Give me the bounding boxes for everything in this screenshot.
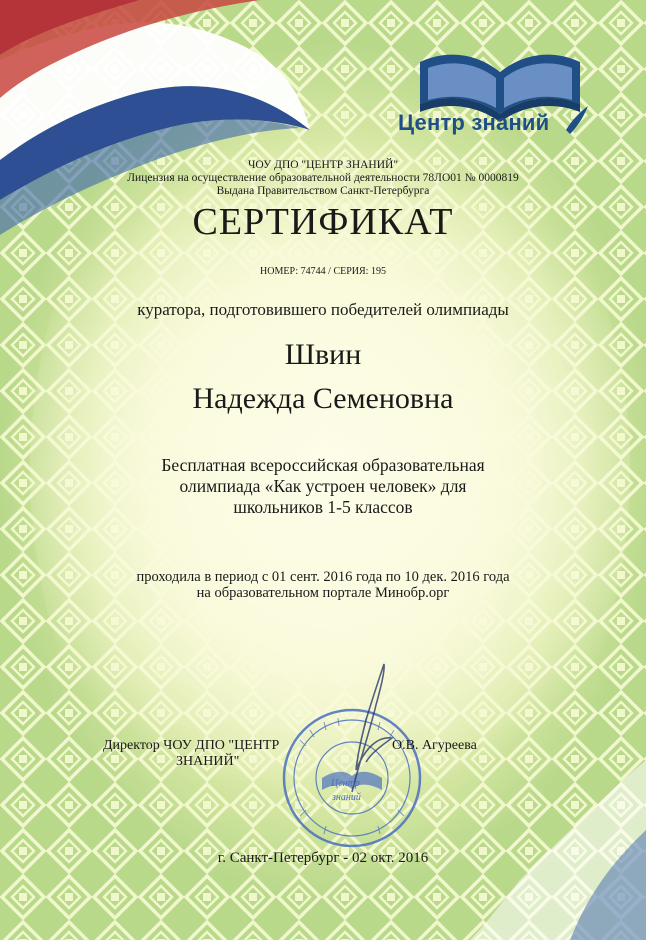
recipient-role: куратора, подготовившего победителей олимпиады [137, 300, 509, 319]
stamp-text-2: знаний [332, 792, 361, 803]
logo-text: Центр знаний [398, 110, 550, 135]
certificate-title: СЕРТИФИКАТ [192, 201, 454, 243]
director-title-line-2: ЗНАНИЙ" [176, 754, 240, 769]
stamp-text-1: Центр [331, 778, 360, 789]
olympiad-line-2: олимпиада «Как устроен человек» для [179, 476, 467, 496]
olympiad-line-1: Бесплатная всероссийская образовательная [161, 455, 485, 475]
recipient-given-names: Надежда Семеновна [192, 382, 454, 415]
issued-by-line: Выдана Правительством Санкт-Петербурга [216, 185, 430, 197]
signer-name: О.В. Агуреева [392, 738, 477, 753]
place-and-date: г. Санкт-Петербург - 02 окт. 2016 [217, 850, 429, 866]
license-line: Лицензия на осуществление образовательной деятельности 78ЛО01 № 0000819 [127, 172, 519, 184]
director-title-line-1: Директор ЧОУ ДПО "ЦЕНТР [103, 738, 280, 753]
period-line-2: на образовательном портале Минобр.орг [196, 585, 450, 601]
period-line-1: проходила в период с 01 сент. 2016 года по 10 дек. 2016 года [136, 569, 510, 585]
org-name: ЧОУ ДПО "ЦЕНТР ЗНАНИЙ" [247, 159, 399, 171]
olympiad-line-3: школьников 1-5 классов [233, 497, 413, 517]
recipient-surname: Швин [284, 338, 362, 371]
serial-number: НОМЕР: 74744 / СЕРИЯ: 195 [260, 266, 386, 277]
